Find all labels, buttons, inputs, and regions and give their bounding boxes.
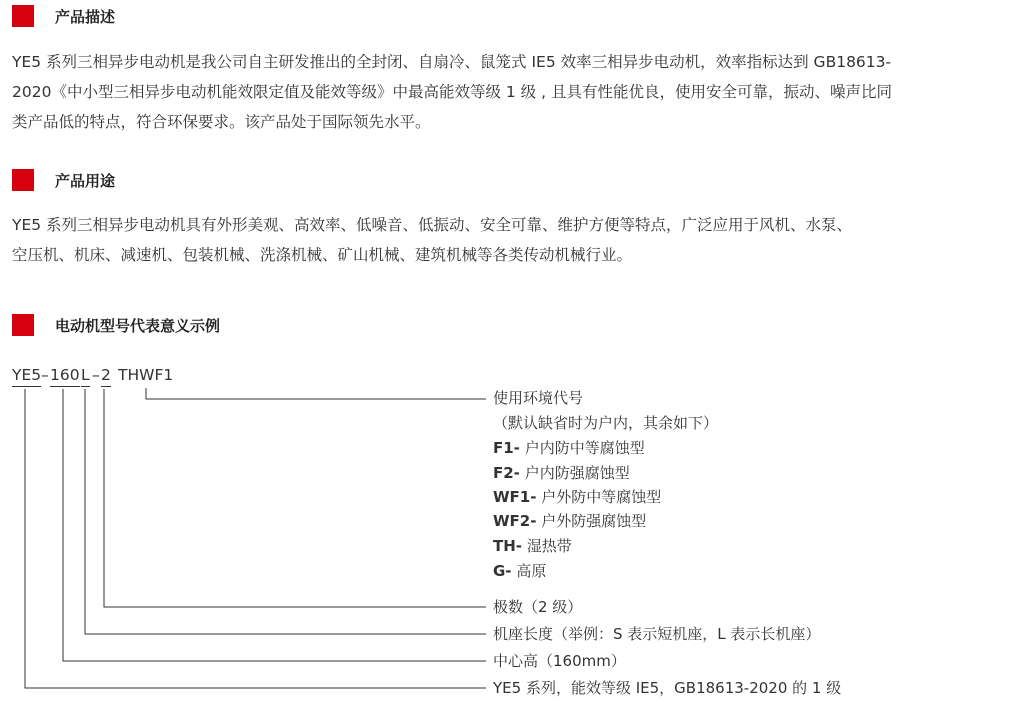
- connector-center-height: [63, 389, 486, 661]
- annotation-env-code: [493, 486, 661, 508]
- paragraph-line: 2020《中小型三相异步电动机能效限定值及能效等级》中最高能效等级 1 级 , 且具有性能优良，使用安全可靠，振动、噪声比同: [12, 83, 892, 101]
- env-code-desc: 户内防中等腐蚀型: [519, 439, 645, 457]
- env-code-label: F2-: [493, 464, 520, 482]
- section-title: 产品描述: [55, 7, 116, 26]
- env-code-desc: 户外防中等腐蚀型: [536, 488, 662, 506]
- env-code-label: G-: [493, 562, 512, 580]
- section-title: 电动机型号代表意义示例: [55, 316, 221, 335]
- env-code-desc: 湿热带: [522, 537, 572, 555]
- annotation-env-code: [493, 535, 572, 557]
- connector-frame-length: [85, 389, 486, 634]
- env-code-label: TH-: [493, 537, 523, 555]
- env-code-label: WF2-: [493, 512, 537, 530]
- env-code-label: WF1-: [493, 488, 537, 506]
- env-code-label: F1-: [493, 439, 520, 457]
- model-code-dash: –: [92, 366, 100, 384]
- model-code-poles: 2: [101, 364, 111, 387]
- annotation-env-code: [493, 510, 646, 532]
- model-code-center-height: 160: [50, 364, 80, 387]
- paragraph-line: 类产品低的特点，符合环保要求。该产品处于国际领先水平。: [12, 113, 431, 131]
- connector-poles: [104, 389, 486, 607]
- env-code-desc: 户外防强腐蚀型: [536, 512, 647, 530]
- annotation-frame-length: 机座长度（举例：S 表示短机座，L 表示长机座）: [493, 625, 821, 643]
- connector-series: [25, 389, 486, 688]
- annotation-env-code: [493, 560, 546, 582]
- model-code-series: YE5: [12, 364, 41, 387]
- paragraph-line: YE5 系列三相异步电动机具有外形美观、高效率、低噪音、低振动、安全可靠、维护方便等特点，广泛应用于风机、水泵、: [12, 216, 853, 234]
- annotation-env-title: 使用环境代号: [493, 389, 584, 407]
- annotation-poles: 极数（2 级）: [493, 598, 583, 616]
- paragraph-line: YE5 系列三相异步电动机是我公司自主研发推出的全封闭、自扇冷、鼠笼式 IE5 效率三相异步电动机，效率指标达到 GB18613-: [12, 53, 892, 71]
- env-code-desc: 户内防强腐蚀型: [519, 464, 630, 482]
- annotation-env-code: [493, 437, 645, 459]
- model-code-frame-length: L: [81, 364, 90, 387]
- annotation-env-code: [493, 462, 630, 484]
- annotation-series: YE5 系列，能效等级 IE5，GB18613-2020 的 1 级: [493, 679, 842, 697]
- annotation-env-note: （默认缺省时为户内，其余如下）: [493, 414, 719, 432]
- section-title: 产品用途: [55, 171, 116, 190]
- connector-environment: [146, 388, 486, 399]
- model-code-environment: THWF1: [118, 366, 174, 384]
- env-code-desc: 高原: [511, 562, 547, 580]
- annotation-center-height: 中心高（160mm）: [493, 652, 626, 670]
- paragraph-line: 空压机、机床、减速机、包装机械、洗涤机械、矿山机械、建筑机械等各类传动机械行业。: [12, 246, 633, 264]
- model-code-dash: –: [41, 366, 49, 384]
